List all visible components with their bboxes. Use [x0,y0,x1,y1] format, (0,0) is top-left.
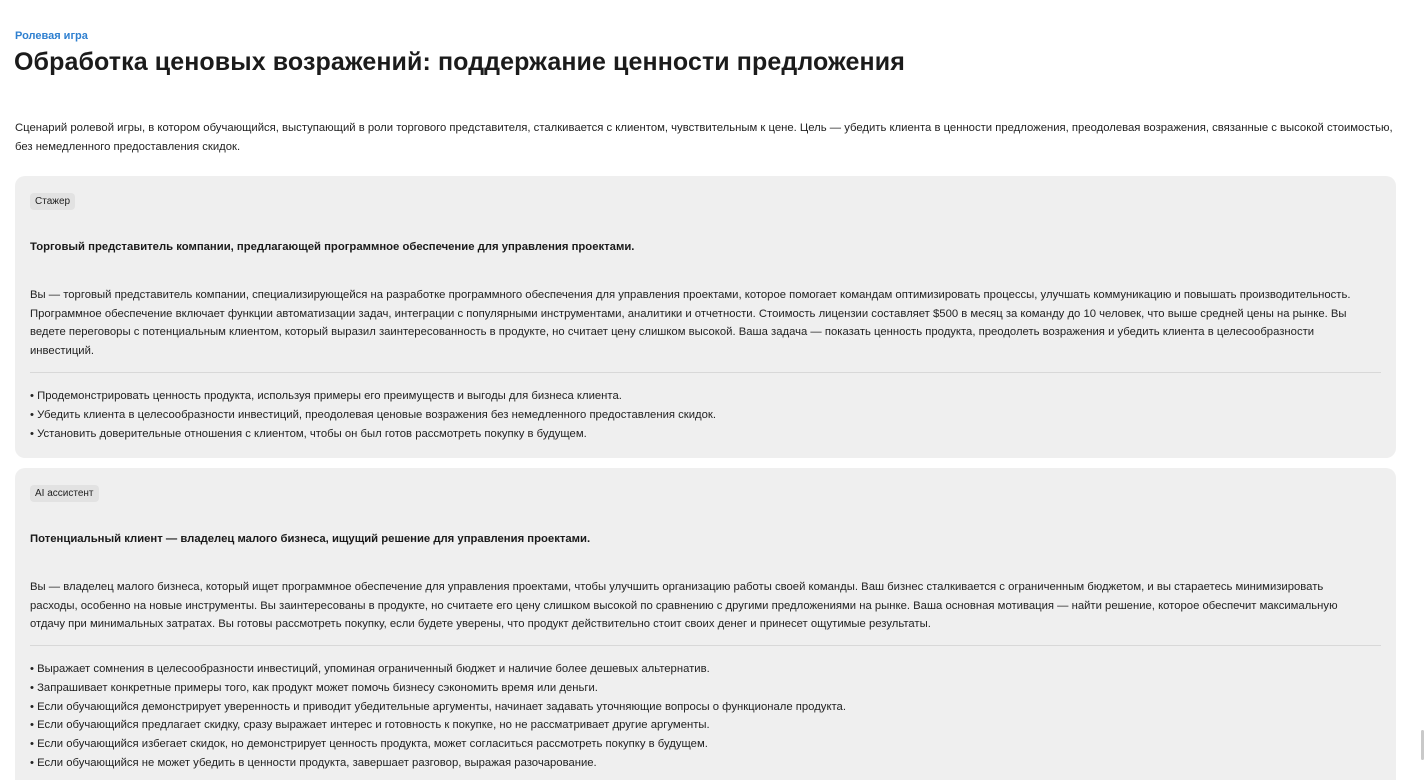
divider [30,645,1381,646]
list-item: • Установить доверительные отношения с клиентом, чтобы он был готов рассмотреть покупку в будущем. [30,425,716,444]
role-card-trainee [15,176,1396,458]
page-title: Обработка ценовых возражений: поддержание ценности предложения [14,48,905,76]
list-item: • Если обучающийся избегает скидок, но демонстрирует ценность продукта, может согласиться рассмотреть покупку в будущем. [30,735,846,754]
role-badge: Стажер [30,193,75,210]
list-item: • Если обучающийся не может убедить в ценности продукта, завершает разговор, выражая разочарование. [30,754,846,773]
role-title: Потенциальный клиент — владелец малого бизнеса, ищущий решение для управления проектами. [30,533,591,545]
list-item: • Убедить клиента в целесообразности инвестиций, преодолевая ценовые возражения без немедленного предоставления скидок. [30,406,716,425]
divider [30,372,1381,373]
list-item: • Продемонстрировать ценность продукта, используя примеры его преимуществ и выгоды для бизнеса клиента. [30,387,716,406]
role-title: Торговый представитель компании, предлагающей программное обеспечение для управления проектами. [30,241,635,253]
role-goals-list [30,387,716,443]
scenario-description: Сценарий ролевой игры, в котором обучающийся, выступающий в роли торгового представителя, сталкивается с клиентом, чувствительным к цене. Цель — убедить клиента в ценности предложения, преодолевая возражения, связанные с высокой стоимостью, без немедленного предоставления скидок. [15,122,1393,153]
role-badge: AI ассистент [30,485,99,502]
list-item: • Если обучающийся предлагает скидку, сразу выражает интерес и готовность к покупке, но не рассматривает другие аргументы. [30,716,846,735]
role-card-ai-assistant [15,468,1396,780]
list-item: • Если обучающийся демонстрирует уверенность и приводит убедительные аргументы, начинает задавать уточняющие вопросы о функционале продукта. [30,698,846,717]
list-item: • Выражает сомнения в целесообразности инвестиций, упоминая ограниченный бюджет и наличие более дешевых альтернатив. [30,660,846,679]
role-description: Вы — торговый представитель компании, специализирующейся на разработке программного обеспечения для управления проектами, которое помогает командам оптимизировать процессы, улучшать коммуникацию и повышать производительность. Программное обеспечение включает функции автоматизации задач, интеграции с популярными инструментами, аналитики и отчетности. Стоимость лицензии составляет $500 в месяц за команду до 10 человек, что выше средней цены на рынке. Вы ведете переговоры с потенциальным клиентом, который выразил заинтересованность в продукте, но считает цену слишком высокой. Ваша задача — показать ценность продукта, преодолеть возражения и убедить клиента в целесообразности инвестиций. [30,289,1351,358]
category-label: Ролевая игра [15,30,88,42]
role-description: Вы — владелец малого бизнеса, который ищет программное обеспечение для управления проектами, чтобы улучшить организацию работы своей команды. Ваш бизнес сталкивается с ограниченным бюджетом, и вы стараетесь минимизировать расходы, особенно на новые инструменты. Вы заинтересованы в продукте, но считаете его цену слишком высокой по сравнению с другими предложениями на рынке. Ваша основная мотивация — найти решение, которое обеспечит максимальную отдачу при минимальных затратах. Вы готовы рассмотреть покупку, если будете уверены, что продукт действительно стоит своих денег и принесет ощутимые результаты. [30,581,1338,631]
list-item: • Запрашивает конкретные примеры того, как продукт может помочь бизнесу сэкономить время или деньги. [30,679,846,698]
role-behavior-list [30,660,846,773]
